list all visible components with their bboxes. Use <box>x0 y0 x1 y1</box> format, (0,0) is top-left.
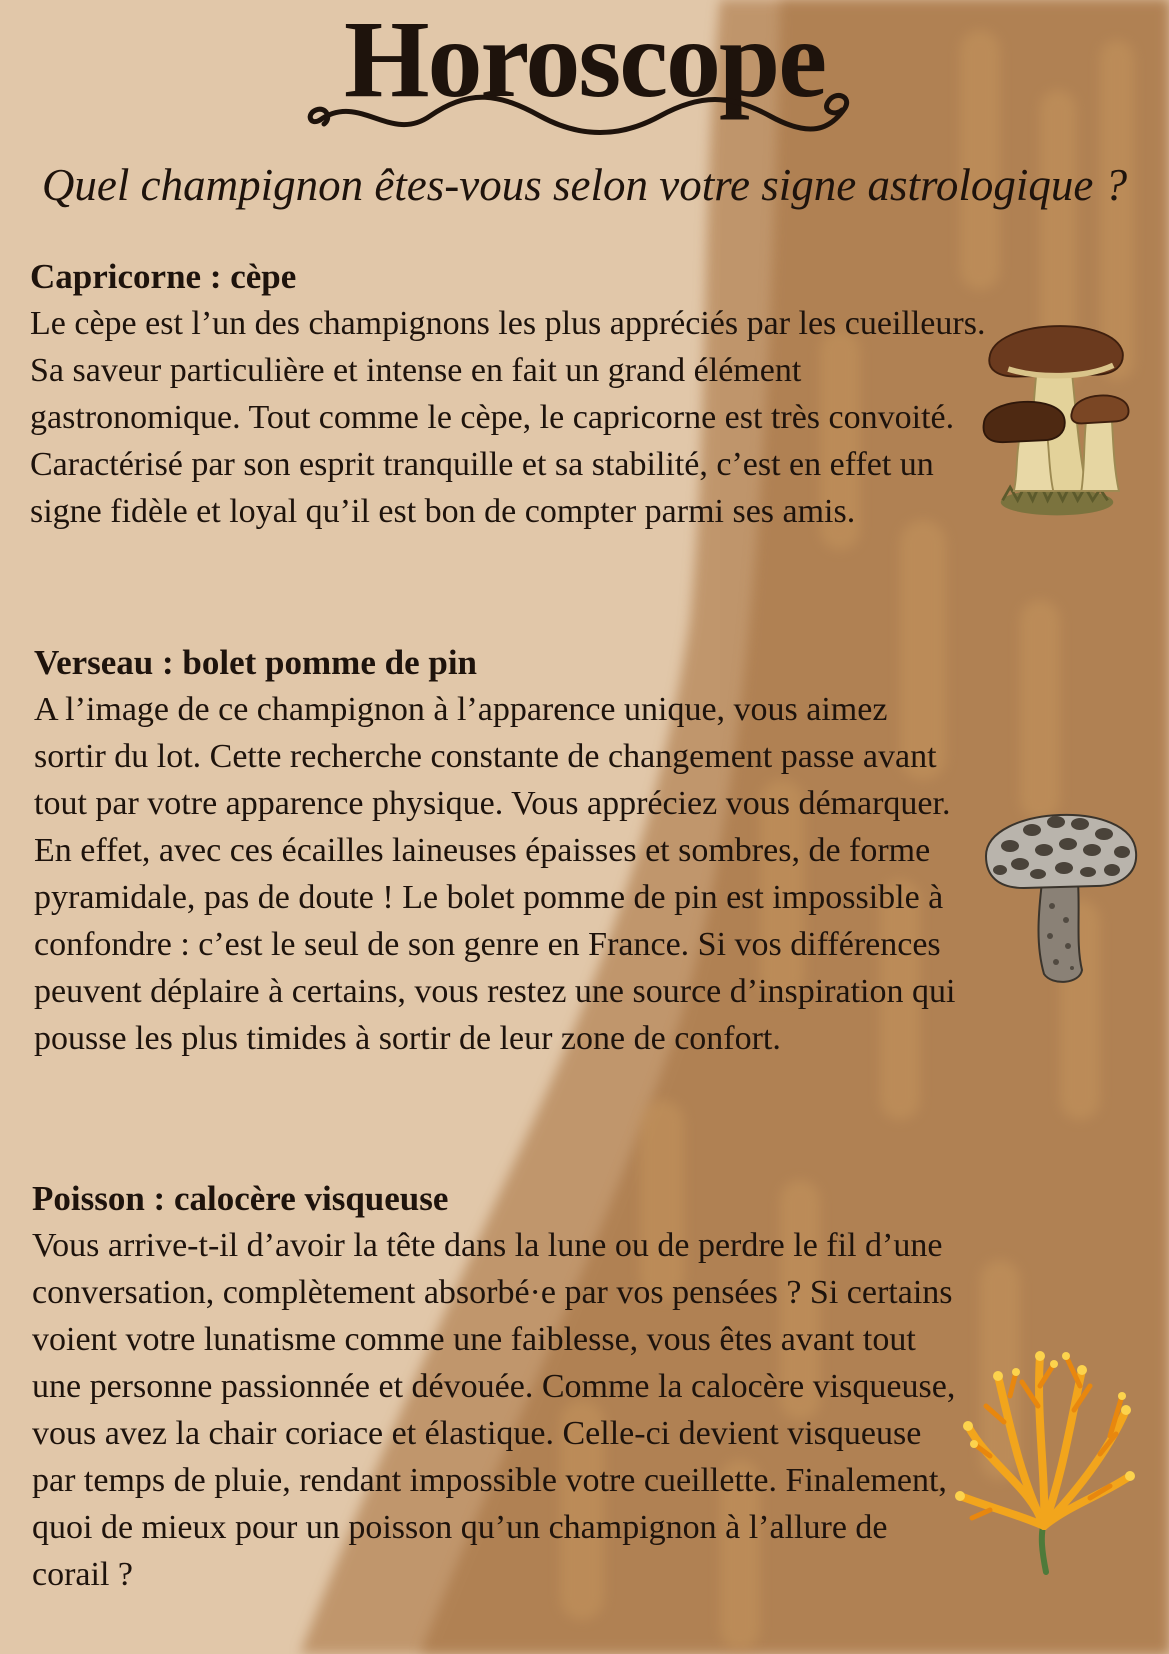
entry-heading: Poisson : calocère visqueuse <box>32 1179 449 1218</box>
cep-mushroom-icon <box>982 300 1132 530</box>
coral-fungus-icon <box>950 1326 1140 1576</box>
entry-poisson <box>32 1176 972 1598</box>
title-flourish-icon <box>300 86 880 146</box>
page-subtitle: Quel champignon êtes-vous selon votre signe astrologique ? <box>41 160 1128 210</box>
entry-verseau <box>34 640 964 1062</box>
entry-text: Vous arrive-t-il d’avoir la tête dans la lune ou de perdre le fil d’une conversation, complètement absorbé·e par vos pensées ? Si certains voient votre lunatisme comme une faiblesse, vous êtes avant tout une personne passionnée et dévouée. Comme la calocère visqueuse, vous avez la chair coriace et élastique. Celle-ci devient visqueuse par temps de pluie, rendant impossible votre cueillette. Finalement, quoi de mieux pour un poisson qu’un champignon à l’allure de corail ? <box>32 1226 956 1593</box>
entry-heading: Verseau : bolet pomme de pin <box>34 643 478 682</box>
page-title: Horoscope <box>343 0 826 120</box>
entry-capricorne <box>30 254 990 535</box>
entry-text: A l’image de ce champignon à l’apparence unique, vous aimez sortir du lot. Cette recherche constante de changement passe avant tout par votre apparence physique. Vous appréciez vous démarquer. En effet, avec ces écailles laineuses épaisses et sombres, de forme pyramidale, pas de doute ! Le bolet pomme de pin est impossible à confondre : c’est le seul de son genre en France. Si vos différences peuvent déplaire à certains, vous restez une source d’inspiration qui pousse les plus timides à sortir de leur zone de confort. <box>34 690 956 1057</box>
pinecone-bolete-icon <box>980 786 1140 986</box>
entry-heading: Capricorne : cèpe <box>30 257 297 296</box>
entry-text: Le cèpe est l’un des champignons les plus appréciés par les cueilleurs. Sa saveur particulière et intense en fait un grand élément gastronomique. Tout comme le cèpe, le capricorne est très convoité. Caractérisé par son esprit tranquille et sa stabilité, c’est en effet un signe fidèle et loyal qu’il est bon de compter parmi ses amis. <box>30 304 986 530</box>
